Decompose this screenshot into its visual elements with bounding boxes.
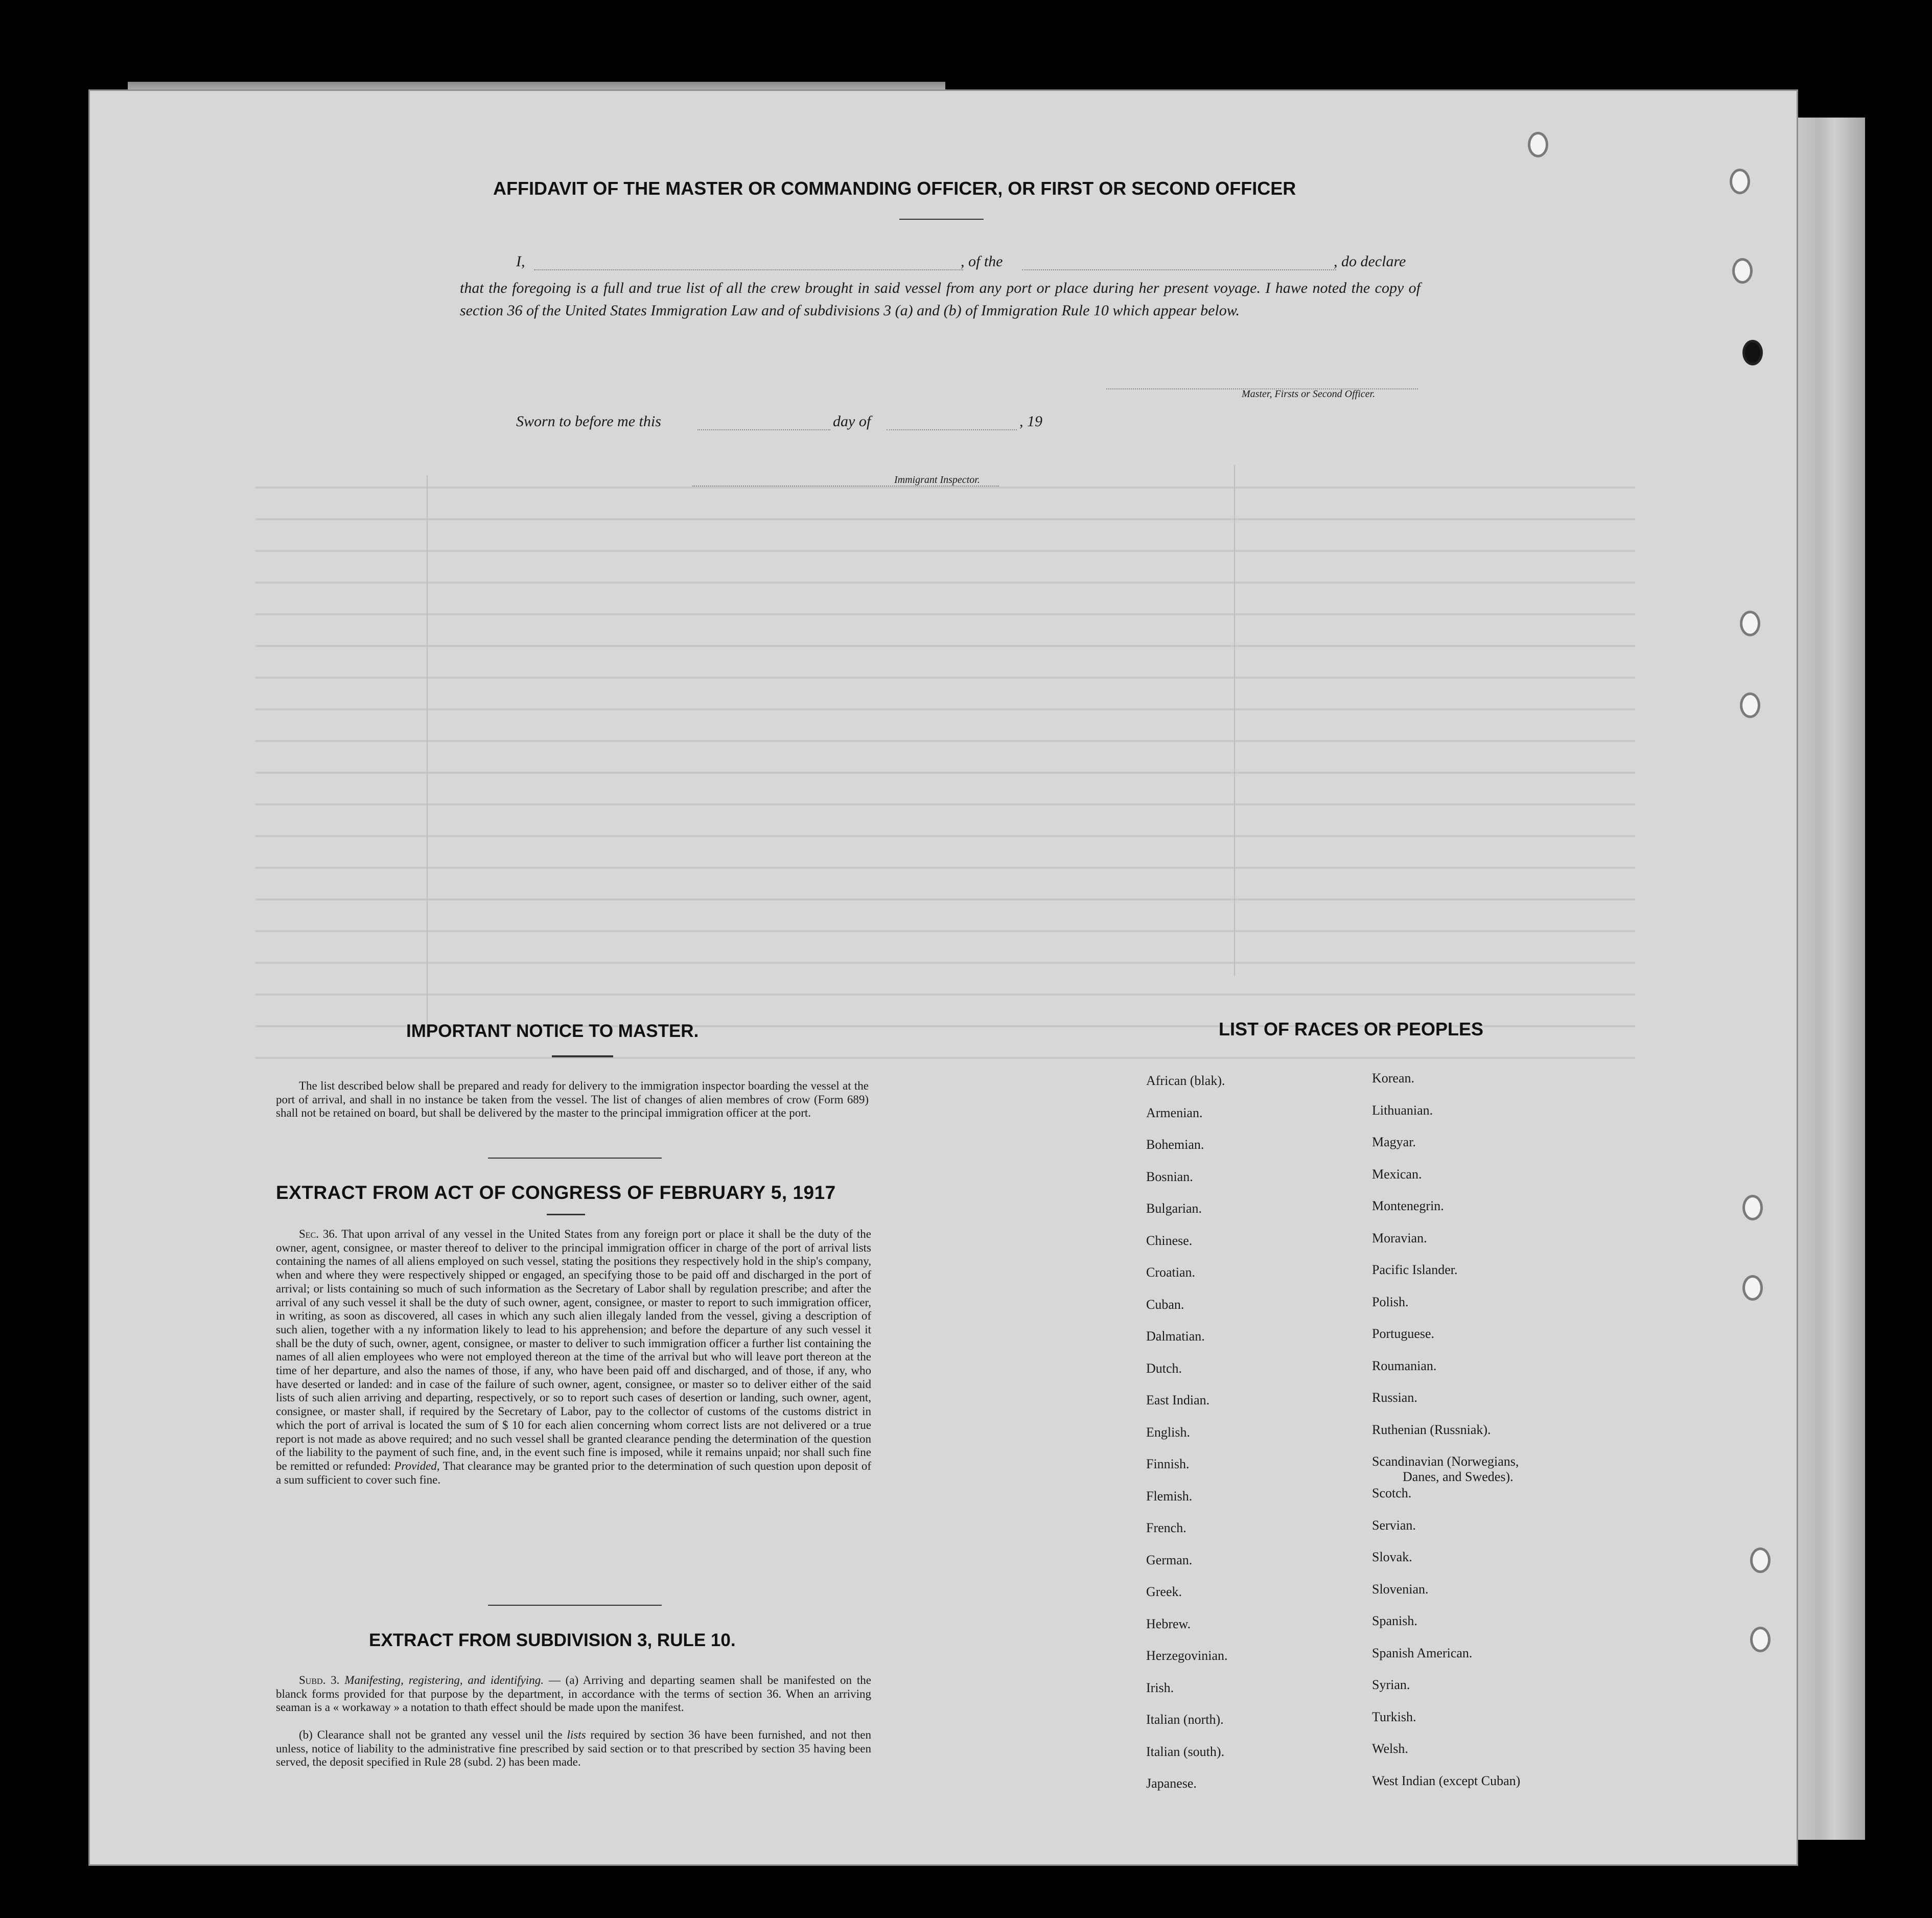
race-item: Herzegovinian. xyxy=(1146,1648,1228,1663)
do-declare-label: , do declare xyxy=(1334,253,1406,270)
race-item: Italian (north). xyxy=(1146,1712,1224,1727)
punch-hole xyxy=(1740,692,1760,718)
bleed-through-shadow xyxy=(255,460,1635,1073)
column-divider xyxy=(1234,465,1235,976)
act-separator xyxy=(488,1605,662,1606)
race-item: East Indian. xyxy=(1146,1393,1210,1407)
rule-para-b xyxy=(276,1728,871,1769)
race-item: Lithuanian. xyxy=(1372,1102,1433,1118)
day-of-label: day of xyxy=(833,413,871,430)
race-item: Syrian. xyxy=(1372,1677,1410,1692)
act-text: That upon arrival of any vessel in the United States from any foreign port or place it shall be the duty of the owner, agent, consignee, or master thereof to deliver to the principal immigration officer in charge of the port of arrival lists containing the names of all aliens employed on such vessel, stating the positions they respectively hold in the ship's company, when and where they were respectively shipped or engaged, an specifying those to be paid off and discharged in the port of arrival; or lists containing so much of such information as the Secretary of Labor shall by regulation prescribe; and after the arrival of any such vessel it shall be the duty of such owner, agent, consignee, or master to report to such immigration officer, in writing, as soon as discovered, all cases in which any such alien illegaly landed from the vessel, giving a description of such alien, together with a ny information likely to lead to his apprehension; and before the departure of any such vessel it shall be the duty of such, owner, agent, consignee, or master to deliver to such immigration officer a further list containing the names of all alien employees who were not employed thereon at the time of the arrival but who will leave port thereon at the time of her departure, and also the names of those, if any, who have been paid off and discharged, and of those, if any, who have deserted or landed: and in case of the failure of such owner, agent, consignee, or master so to deliver either of the said lists of such alien arriving and departing, respectively, or so to report such cases of desertion or landing, such owner, agent, consignee, or master shall, if required by the Secretary of Labor, pay to the collector of customs of the customs district in which the port of arrival is located the sum of $ 10 for each alien concerning whom correct lists are not delivered or a true report is not made as above required; and no such vessel shall be granted clearance pending the determination of the question of the liability to the payment of such fine, and, in the event such fine is imposed, while it remains unpaid; nor shall such fine be remitted or refunded: xyxy=(276,1228,871,1472)
act-rule xyxy=(547,1214,585,1215)
race-item: Spanish. xyxy=(1372,1613,1417,1628)
race-item: Slovak. xyxy=(1372,1550,1412,1564)
section-label: Sec. 36. xyxy=(299,1228,338,1240)
notice-rule xyxy=(552,1055,613,1057)
race-item: Irish. xyxy=(1146,1680,1174,1695)
race-item: West Indian (except Cuban) xyxy=(1372,1773,1521,1788)
rule-para-a xyxy=(276,1674,871,1715)
race-item: French. xyxy=(1146,1520,1186,1535)
subd-heading: Manifesting, registering, and identifying. xyxy=(344,1674,544,1686)
race-item: Portuguese. xyxy=(1372,1326,1435,1341)
race-item: African (blak). xyxy=(1146,1073,1225,1088)
race-item: Italian (south). xyxy=(1146,1744,1225,1759)
provided-label: Provided, xyxy=(394,1459,440,1472)
rule-para-b-start: (b) Clearance shall not be granted any vessel unil the xyxy=(299,1728,563,1741)
race-item: Danes, and Swedes). xyxy=(1403,1469,1514,1484)
race-item: Scotch. xyxy=(1372,1486,1412,1500)
race-item: Bohemian. xyxy=(1146,1137,1204,1152)
race-item: Dutch. xyxy=(1146,1360,1182,1376)
punch-hole xyxy=(1730,169,1750,194)
of-the-label: , of the xyxy=(961,253,1003,270)
race-item: Moravian. xyxy=(1372,1230,1427,1245)
rule-title: EXTRACT FROM SUBDIVISION 3, RULE 10. xyxy=(369,1630,736,1650)
races-title: LIST OF RACES OR PEOPLES xyxy=(1219,1019,1484,1039)
race-item: Flemish. xyxy=(1146,1488,1193,1504)
punch-hole xyxy=(1750,1627,1771,1652)
act-text-end: That clearance may be granted prior to the determination of such question upon deposit of a sum sufficient to cover such fine. xyxy=(276,1459,872,1486)
affidavit-title: AFFIDAVIT OF THE MASTER OR COMMANDING OFFICER, OR FIRST OR SECOND OFFICER xyxy=(493,178,1296,199)
race-item: Cuban. xyxy=(1146,1297,1184,1312)
stacked-pages-edge xyxy=(1788,118,1865,1840)
month-field[interactable] xyxy=(887,429,1017,430)
race-item: Japanese. xyxy=(1146,1776,1197,1791)
rule-para-b-end: required by section 36 have been furnished, and not then unless, notice of liability to the administrative fine prescribed by said section or to that prescribed by section 35 having been served, the deposit specified in Rule 28 (subd. 2) has been made. xyxy=(276,1728,872,1769)
race-item: Greek. xyxy=(1146,1584,1182,1599)
inspector-caption: Immigrant Inspector. xyxy=(894,474,980,486)
year-label: , 19 xyxy=(1019,413,1042,430)
punch-hole xyxy=(1742,1195,1763,1220)
race-item: Slovenian. xyxy=(1372,1581,1429,1597)
race-item: Chinese. xyxy=(1146,1233,1193,1248)
race-item: Korean. xyxy=(1372,1071,1415,1085)
race-item: Pacific Islander. xyxy=(1372,1262,1458,1277)
race-item: Russian. xyxy=(1372,1390,1417,1405)
race-item: Hebrew. xyxy=(1146,1616,1191,1631)
race-item: Spanish American. xyxy=(1372,1645,1473,1660)
race-item: Turkish. xyxy=(1372,1709,1416,1724)
affidavit-body: that the foregoing is a full and true list of all the crew brought in said vessel from any port or place during her present voyage. I hawe noted the copy of section 36 of the United States Immigration Law and of subdivisions 3 (a) and (b) of Immigration Rule 10 which appear below. xyxy=(460,280,1421,319)
rule-para-b-lists: lists xyxy=(567,1728,586,1741)
race-item: Armenian. xyxy=(1146,1105,1203,1120)
punch-hole xyxy=(1742,340,1763,365)
race-item: Dalmatian. xyxy=(1146,1329,1205,1344)
race-item: Servian. xyxy=(1372,1517,1416,1533)
race-item: Croatian. xyxy=(1146,1265,1196,1280)
race-item: German. xyxy=(1146,1552,1193,1567)
act-body xyxy=(276,1228,871,1487)
race-item: Bulgarian. xyxy=(1146,1201,1202,1216)
race-item: Finnish. xyxy=(1146,1457,1190,1471)
vessel-name-field[interactable] xyxy=(1022,269,1336,270)
race-item: English. xyxy=(1146,1424,1190,1440)
notice-body: The list described below shall be prepared and ready for delivery to the immigration inspector boarding the vessel at the port of arrival, and shall in no instance be taken from the vessel. The list of changes of alien membres of crow (Form 689) shall not be retained on board, but shall be delivered by the master to the principal immigration officer at the port. xyxy=(276,1079,869,1120)
race-item: Montenegrin. xyxy=(1372,1198,1444,1213)
master-name-field[interactable] xyxy=(534,269,963,270)
column-divider xyxy=(427,475,428,1037)
rule-para-a-text: — (a) Arriving and departing seamen shall be manifested on the blanck forms provided for that purpose by the department, in accordance with the terms of section 36. When an arriving seaman is a « workaway » a notation to thath effect should be made upon the manifest. xyxy=(276,1674,872,1714)
race-item: Roumanian. xyxy=(1372,1358,1437,1373)
races-left-column xyxy=(1146,1073,1228,1808)
i-label: I, xyxy=(516,253,525,270)
punch-hole xyxy=(1740,611,1760,636)
notice-separator xyxy=(488,1158,662,1159)
race-item: Scandinavian (Norwegians, xyxy=(1372,1454,1519,1469)
race-item: Bosnian. xyxy=(1146,1169,1193,1184)
title-underline xyxy=(899,219,984,220)
races-right-column xyxy=(1372,1071,1520,1805)
race-item: Ruthenian (Russniak). xyxy=(1372,1422,1491,1437)
signature-caption: Master, Firsts or Second Officer. xyxy=(1242,388,1376,400)
act-title: EXTRACT FROM ACT OF CONGRESS OF FEBRUARY 5, 1917 xyxy=(276,1182,836,1203)
race-item: Magyar. xyxy=(1372,1135,1416,1149)
notice-title: IMPORTANT NOTICE TO MASTER. xyxy=(406,1021,699,1041)
day-field[interactable] xyxy=(697,429,830,430)
punch-hole xyxy=(1742,1275,1763,1301)
sworn-label: Sworn to before me this xyxy=(516,413,661,430)
race-item: Mexican. xyxy=(1372,1166,1422,1182)
race-item: Polish. xyxy=(1372,1294,1409,1309)
subd-label: Subd. 3. xyxy=(299,1674,340,1686)
punch-hole xyxy=(1732,258,1753,284)
punch-hole xyxy=(1750,1547,1771,1573)
race-item: Welsh. xyxy=(1372,1741,1408,1756)
punch-hole xyxy=(1528,132,1548,157)
